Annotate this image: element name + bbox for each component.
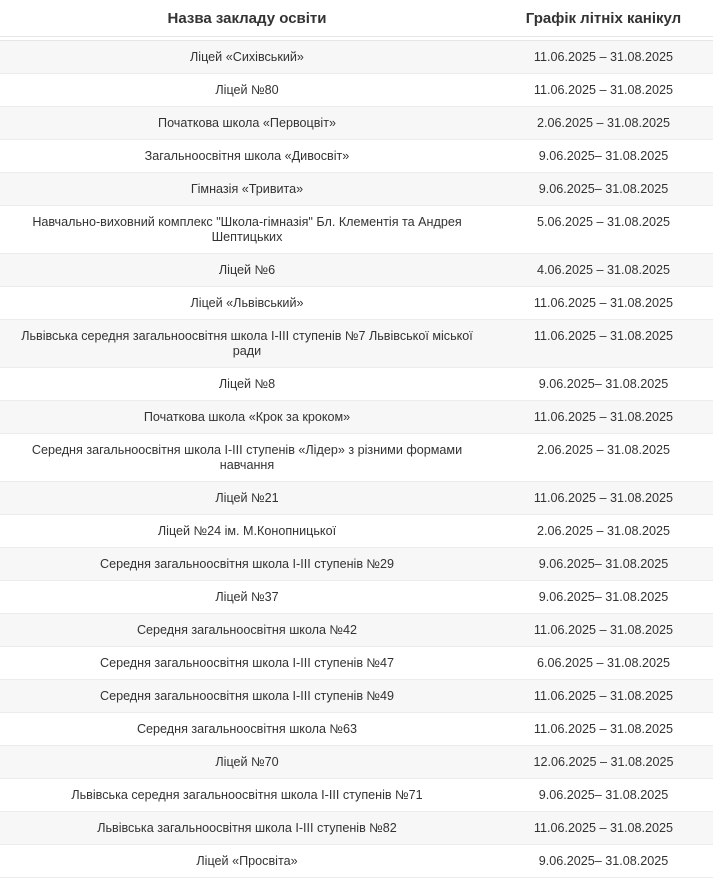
table-row — [0, 647, 713, 680]
vacation-dates-cell: 11.06.2025 – 31.08.2025 — [494, 287, 713, 320]
school-name-cell: Середня загальноосвітня школа №42 — [0, 614, 494, 647]
school-name-cell: Середня загальноосвітня школа І-ІІІ ступенів №49 — [0, 680, 494, 713]
table-header — [0, 0, 713, 37]
table-row — [0, 746, 713, 779]
table-row — [0, 548, 713, 581]
table-row — [0, 254, 713, 287]
vacation-dates-cell: 6.06.2025 – 31.08.2025 — [494, 647, 713, 680]
school-name-cell: Навчально-виховний комплекс "Школа-гімназія" Бл. Клементія та Андрея Шептицьких — [0, 206, 494, 254]
school-name-cell: Ліцей №80 — [0, 74, 494, 107]
school-name-cell: Ліцей №21 — [0, 482, 494, 515]
school-name-cell: Гімназія «Тривита» — [0, 173, 494, 206]
table-row — [0, 368, 713, 401]
vacation-dates-cell: 11.06.2025 – 31.08.2025 — [494, 482, 713, 515]
table-row — [0, 140, 713, 173]
school-name-cell: Середня загальноосвітня школа І-ІІІ ступенів «Лідер» з різними формами навчання — [0, 434, 494, 482]
table-row — [0, 614, 713, 647]
table-row — [0, 680, 713, 713]
table-row — [0, 713, 713, 746]
school-name-cell: Середня загальноосвітня школа І-ІІІ ступенів №29 — [0, 548, 494, 581]
table-row — [0, 845, 713, 878]
vacation-dates-cell: 12.06.2025 – 31.08.2025 — [494, 746, 713, 779]
school-name-cell: Ліцей №24 ім. М.Конопницької — [0, 515, 494, 548]
vacation-dates-cell: 9.06.2025– 31.08.2025 — [494, 845, 713, 878]
table-row — [0, 401, 713, 434]
vacation-dates-cell: 11.06.2025 – 31.08.2025 — [494, 320, 713, 368]
school-name-cell: Ліцей №6 — [0, 254, 494, 287]
school-name-cell: Ліцей «Львівський» — [0, 287, 494, 320]
vacation-dates-cell: 9.06.2025– 31.08.2025 — [494, 581, 713, 614]
vacation-dates-cell: 11.06.2025 – 31.08.2025 — [494, 614, 713, 647]
column-header-name: Назва закладу освіти — [0, 0, 494, 37]
table-row — [0, 581, 713, 614]
vacation-dates-cell: 11.06.2025 – 31.08.2025 — [494, 680, 713, 713]
vacation-dates-cell: 9.06.2025– 31.08.2025 — [494, 779, 713, 812]
table-row — [0, 812, 713, 845]
vacation-dates-cell: 2.06.2025 – 31.08.2025 — [494, 107, 713, 140]
header-row — [0, 0, 713, 37]
table-row — [0, 41, 713, 74]
vacation-dates-cell: 5.06.2025 – 31.08.2025 — [494, 206, 713, 254]
vacation-dates-cell: 2.06.2025 – 31.08.2025 — [494, 515, 713, 548]
vacation-dates-cell: 11.06.2025 – 31.08.2025 — [494, 74, 713, 107]
table-row — [0, 482, 713, 515]
school-name-cell: Початкова школа «Первоцвіт» — [0, 107, 494, 140]
vacation-dates-cell: 11.06.2025 – 31.08.2025 — [494, 812, 713, 845]
table-row — [0, 206, 713, 254]
school-name-cell: Ліцей «Сихівський» — [0, 41, 494, 74]
school-name-cell: Львівська середня загальноосвітня школа І-ІІІ ступенів №71 — [0, 779, 494, 812]
vacation-dates-cell: 11.06.2025 – 31.08.2025 — [494, 41, 713, 74]
vacation-dates-cell: 9.06.2025– 31.08.2025 — [494, 140, 713, 173]
table-row — [0, 107, 713, 140]
school-name-cell: Початкова школа «Крок за кроком» — [0, 401, 494, 434]
vacation-dates-cell: 9.06.2025– 31.08.2025 — [494, 173, 713, 206]
table-body — [0, 37, 713, 878]
school-name-cell: Ліцей №70 — [0, 746, 494, 779]
table-row — [0, 173, 713, 206]
school-name-cell: Загальноосвітня школа «Дивосвіт» — [0, 140, 494, 173]
school-name-cell: Ліцей №37 — [0, 581, 494, 614]
school-name-cell: Ліцей «Просвіта» — [0, 845, 494, 878]
vacation-dates-cell: 4.06.2025 – 31.08.2025 — [494, 254, 713, 287]
table-row — [0, 434, 713, 482]
school-name-cell: Середня загальноосвітня школа №63 — [0, 713, 494, 746]
vacation-dates-cell: 2.06.2025 – 31.08.2025 — [494, 434, 713, 482]
school-name-cell: Львівська середня загальноосвітня школа І-ІІІ ступенів №7 Львівської міської ради — [0, 320, 494, 368]
vacation-dates-cell: 11.06.2025 – 31.08.2025 — [494, 713, 713, 746]
school-name-cell: Ліцей №8 — [0, 368, 494, 401]
table-row — [0, 320, 713, 368]
vacation-dates-cell: 11.06.2025 – 31.08.2025 — [494, 401, 713, 434]
column-header-schedule: Графік літніх канікул — [494, 0, 713, 37]
table-row — [0, 74, 713, 107]
table-row — [0, 287, 713, 320]
table-row — [0, 515, 713, 548]
table-row — [0, 779, 713, 812]
school-name-cell: Середня загальноосвітня школа І-ІІІ ступенів №47 — [0, 647, 494, 680]
vacation-dates-cell: 9.06.2025– 31.08.2025 — [494, 548, 713, 581]
vacation-dates-cell: 9.06.2025– 31.08.2025 — [494, 368, 713, 401]
school-name-cell: Львівська загальноосвітня школа І-ІІІ ступенів №82 — [0, 812, 494, 845]
